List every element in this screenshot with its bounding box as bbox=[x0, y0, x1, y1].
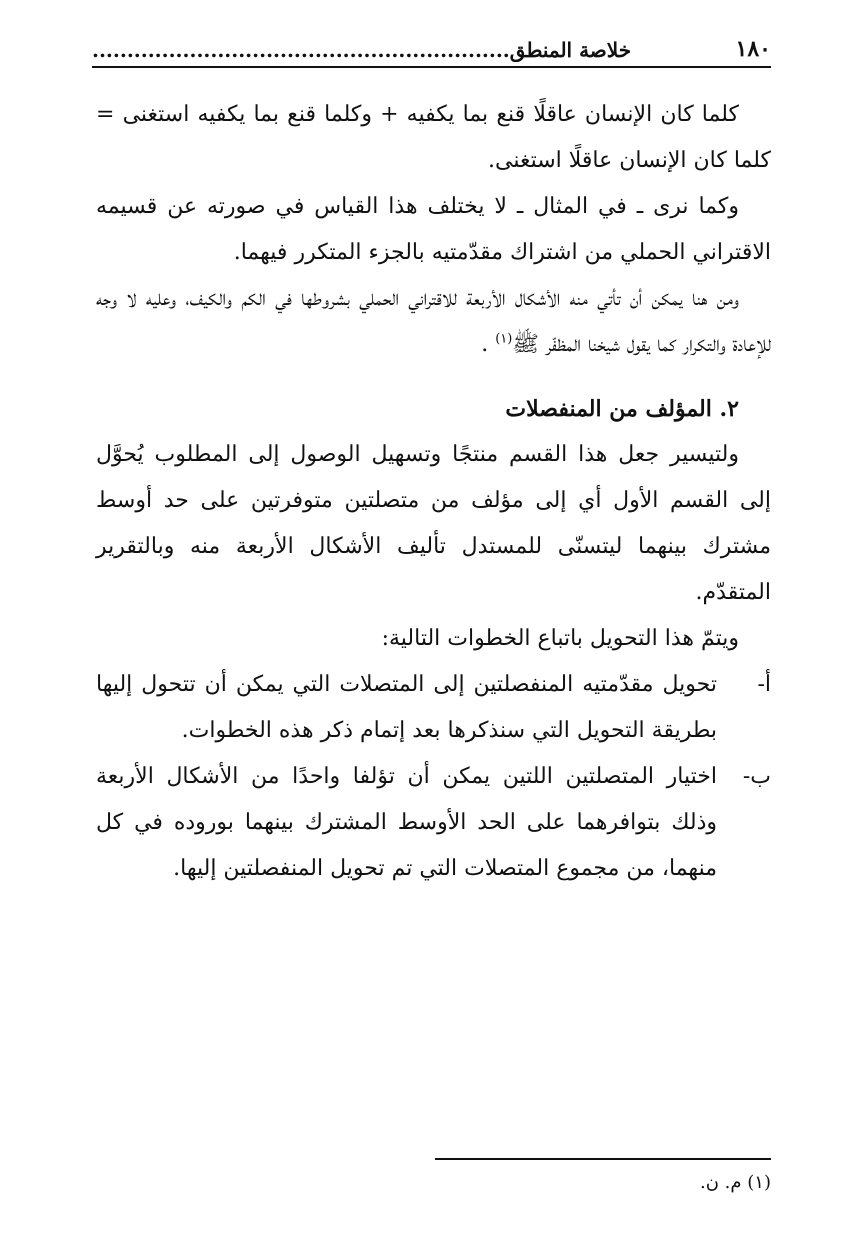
step-item bbox=[96, 662, 771, 754]
step-text: اختيار المتصلتين اللتين يمكن أن تؤلفا واحدًا من الأشكال الأربعة وذلك بتوافرهما على الحد الأوسط المشترك بينهما بوروده في كل منهما، من مجموع المتصلات التي تم تحويل المنفصلتين إليها. bbox=[96, 764, 717, 881]
section-intro: ولتيسير جعل هذا القسم منتجًا وتسهيل الوصول إلى المطلوب يُحوَّل إلى القسم الأول أي إلى مؤلف من متصلتين متوفرتين على حد أوسط مشترك بينهما ليتسنّى للمستدل تأليف الأشكال الأربعة منه وبالتقرير المتقدّم. bbox=[96, 442, 772, 605]
sentence-end: . bbox=[481, 332, 489, 357]
paragraph-four-figures-text: ومن هنا يمكن أن تأتي منه الأشكال الأربعة للاقتراني الحملي بشروطها في الكم والكيف، وعليه لا وجه للإعادة والتكرار كما يقول شيخنا المظفّر ﷺ bbox=[96, 286, 771, 357]
page-header bbox=[92, 28, 771, 68]
steps-intro: ويتمّ هذا التحويل باتباع الخطوات التالية: bbox=[381, 626, 739, 651]
step-label: أ- bbox=[757, 672, 771, 697]
footnote-marker[interactable]: (١) bbox=[495, 331, 513, 347]
section-heading: ٢. المؤلف من المنفصلات bbox=[505, 396, 739, 422]
paragraph-four-figures bbox=[96, 276, 771, 368]
step-text: تحويل مقدّمتيه المنفصلتين إلى المتصلات التي يمكن أن تتحول إليها بطريقة التحويل التي سنذكرها بعد إتمام ذكر هذه الخطوات. bbox=[96, 672, 717, 743]
step-item bbox=[96, 754, 771, 892]
paragraph-syllogism-example: كلما كان الإنسان عاقلًا قنع بما يكفيه + وكلما قنع بما يكفيه استغنى = كلما كان الإنسان عاقلًا استغنى. bbox=[96, 102, 771, 173]
footnote: (١) م. ن. bbox=[700, 1172, 771, 1193]
footnote-separator bbox=[435, 1158, 771, 1160]
page-body bbox=[96, 92, 771, 892]
page-number: ١٨٠ bbox=[735, 36, 771, 62]
paragraph-comparison: وكما نرى ـ في المثال ـ لا يختلف هذا القياس في صورته عن قسيمه الاقتراني الحملي من اشتراك مقدّمتيه بالجزء المتكرر فيهما. bbox=[96, 194, 771, 265]
running-title: خلاصة المنطق............................................................ bbox=[92, 38, 632, 62]
step-label: ب- bbox=[742, 764, 771, 789]
